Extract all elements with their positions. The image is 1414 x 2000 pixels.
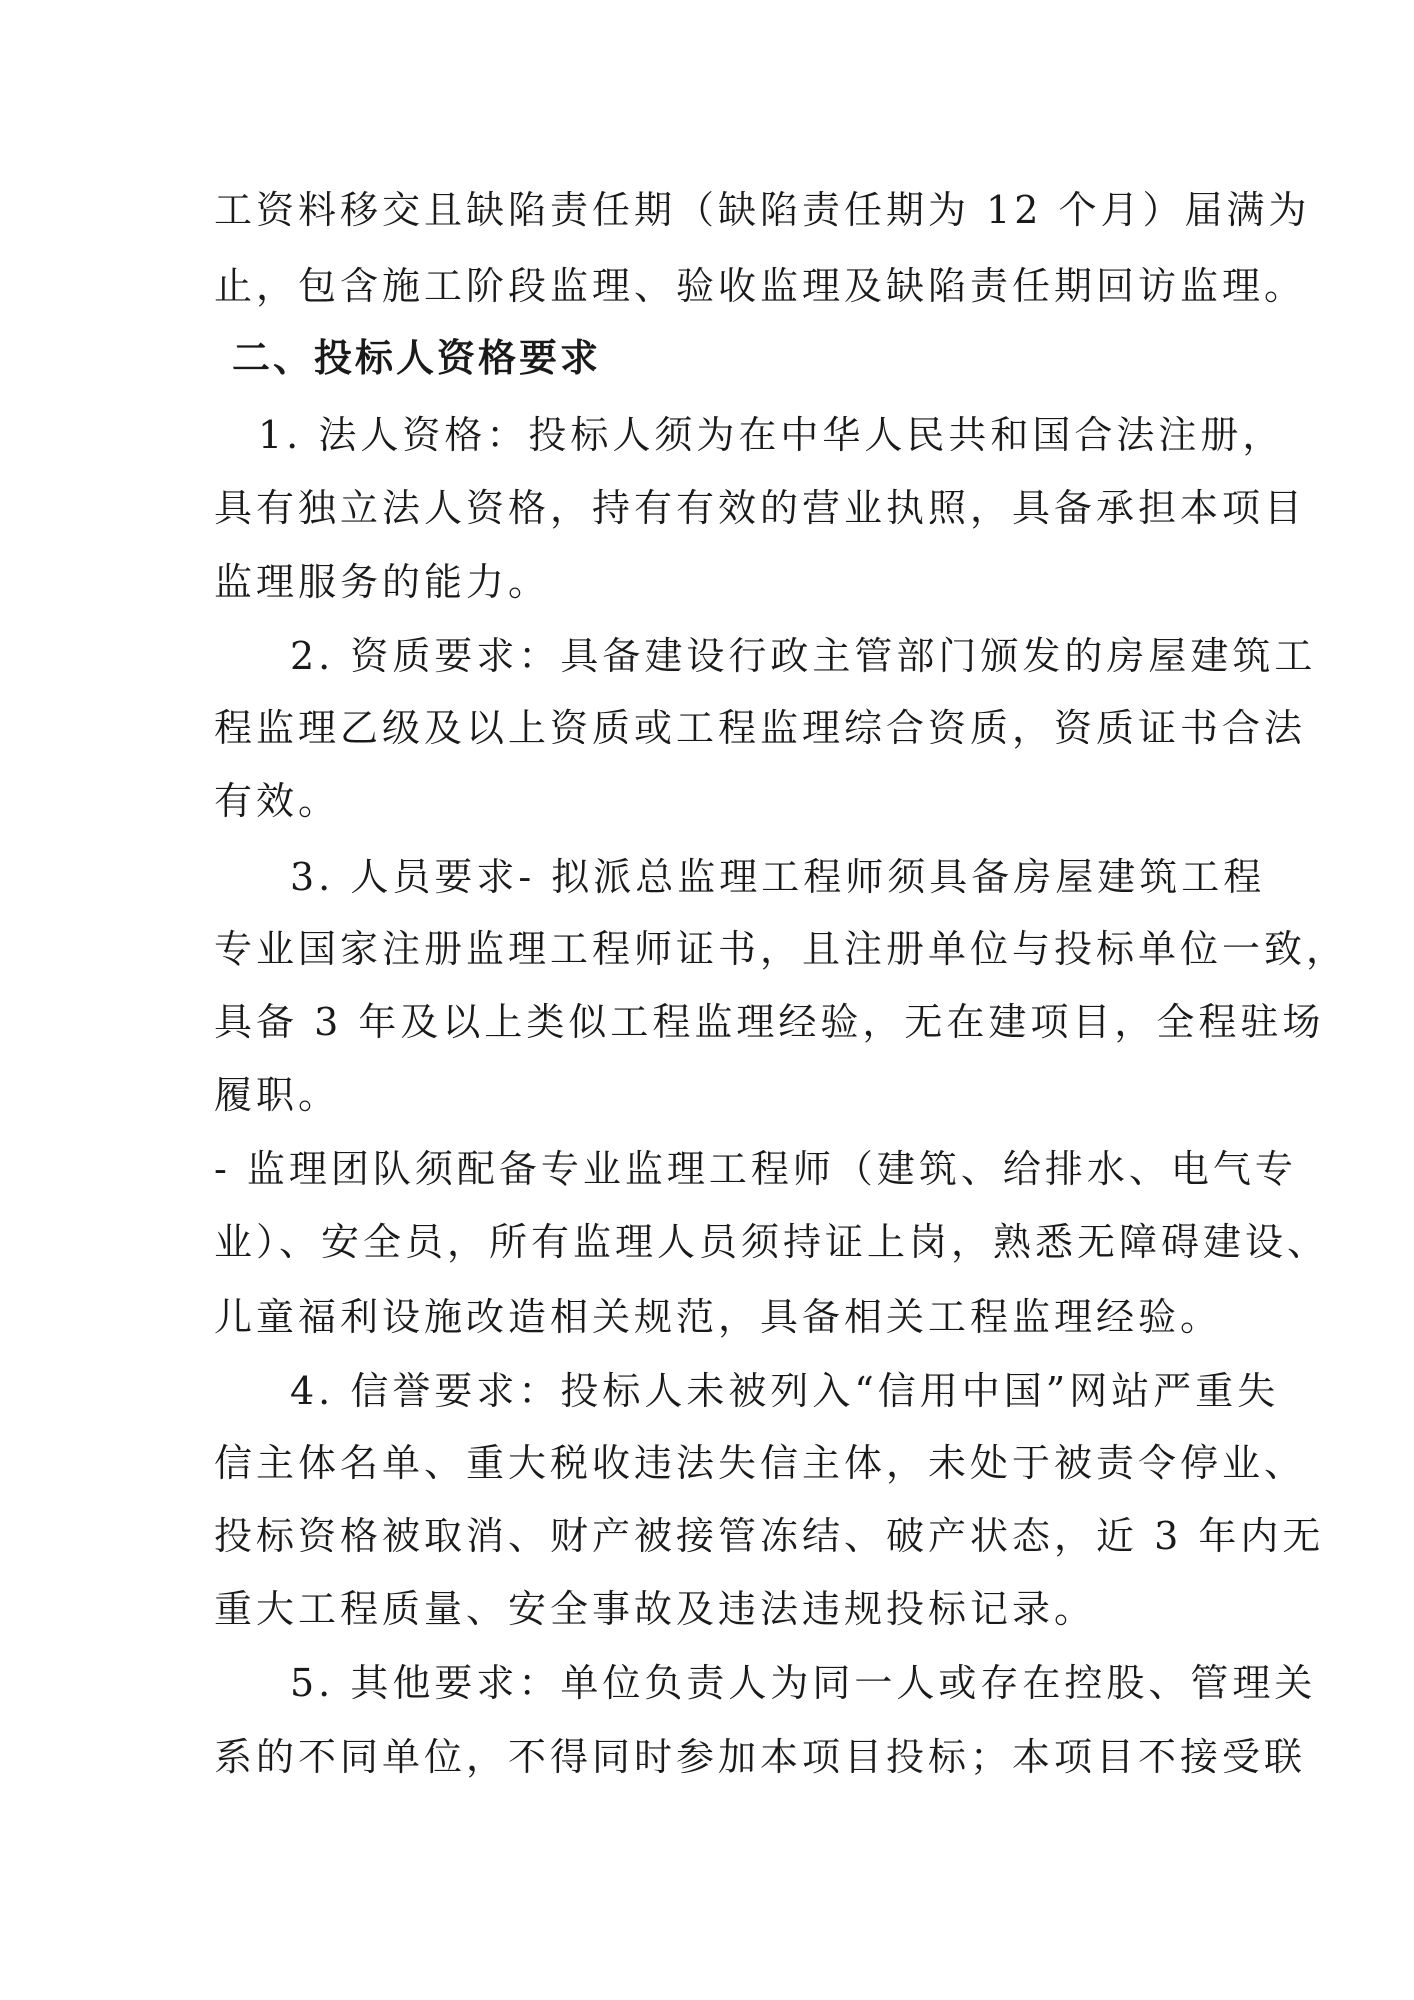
text-line: 具备 3 年及以上类似工程监理经验，无在建项目，全程驻场 xyxy=(214,1000,1325,1044)
text-line: 5. 其他要求：单位负责人为同一人或存在控股、管理关 xyxy=(290,1661,1317,1705)
text-line: 有效。 xyxy=(214,779,341,823)
text-line: 投标资格被取消、财产被接管冻结、破产状态，近 3 年内无 xyxy=(214,1514,1325,1558)
text-line: 工资料移交且缺陷责任期（缺陷责任期为 12 个月）届满为 xyxy=(214,188,1311,232)
text-line: 专业国家注册监理工程师证书，且注册单位与投标单位一致， xyxy=(214,927,1349,971)
text-line: 履职。 xyxy=(214,1073,341,1117)
text-line: 2. 资质要求：具备建设行政主管部门颁发的房屋建筑工 xyxy=(290,634,1317,678)
text-line: 系的不同单位，不得同时参加本项目投标；本项目不接受联 xyxy=(214,1735,1307,1779)
text-line: 具有独立法人资格，持有有效的营业执照，具备承担本项目 xyxy=(214,486,1307,530)
section-heading: 二、投标人资格要求 xyxy=(232,336,602,380)
text-line: - 监理团队须配备专业监理工程师（建筑、给排水、电气专 xyxy=(214,1147,1297,1191)
text-line: 4. 信誉要求：投标人未被列入“信用中国”网站严重失 xyxy=(290,1369,1280,1413)
text-line: 1. 法人资格：投标人须为在中华人民共和国合法注册， xyxy=(258,413,1285,457)
text-line: 监理服务的能力。 xyxy=(214,560,551,604)
text-line: 信主体名单、重大税收违法失信主体，未处于被责令停业、 xyxy=(214,1441,1307,1485)
text-line: 止，包含施工阶段监理、验收监理及缺陷责任期回访监理。 xyxy=(214,264,1307,308)
text-line: 业）、安全员，所有监理人员须持证上岗，熟悉无障碍建设、 xyxy=(214,1220,1330,1264)
text-line: 3. 人员要求- 拟派总监理工程师须具备房屋建筑工程 xyxy=(290,855,1266,899)
text-line: 儿童福利设施改造相关规范，具备相关工程监理经验。 xyxy=(214,1295,1223,1339)
text-line: 重大工程质量、安全事故及违法违规投标记录。 xyxy=(214,1587,1097,1631)
text-line: 程监理乙级及以上资质或工程监理综合资质，资质证书合法 xyxy=(214,706,1307,750)
